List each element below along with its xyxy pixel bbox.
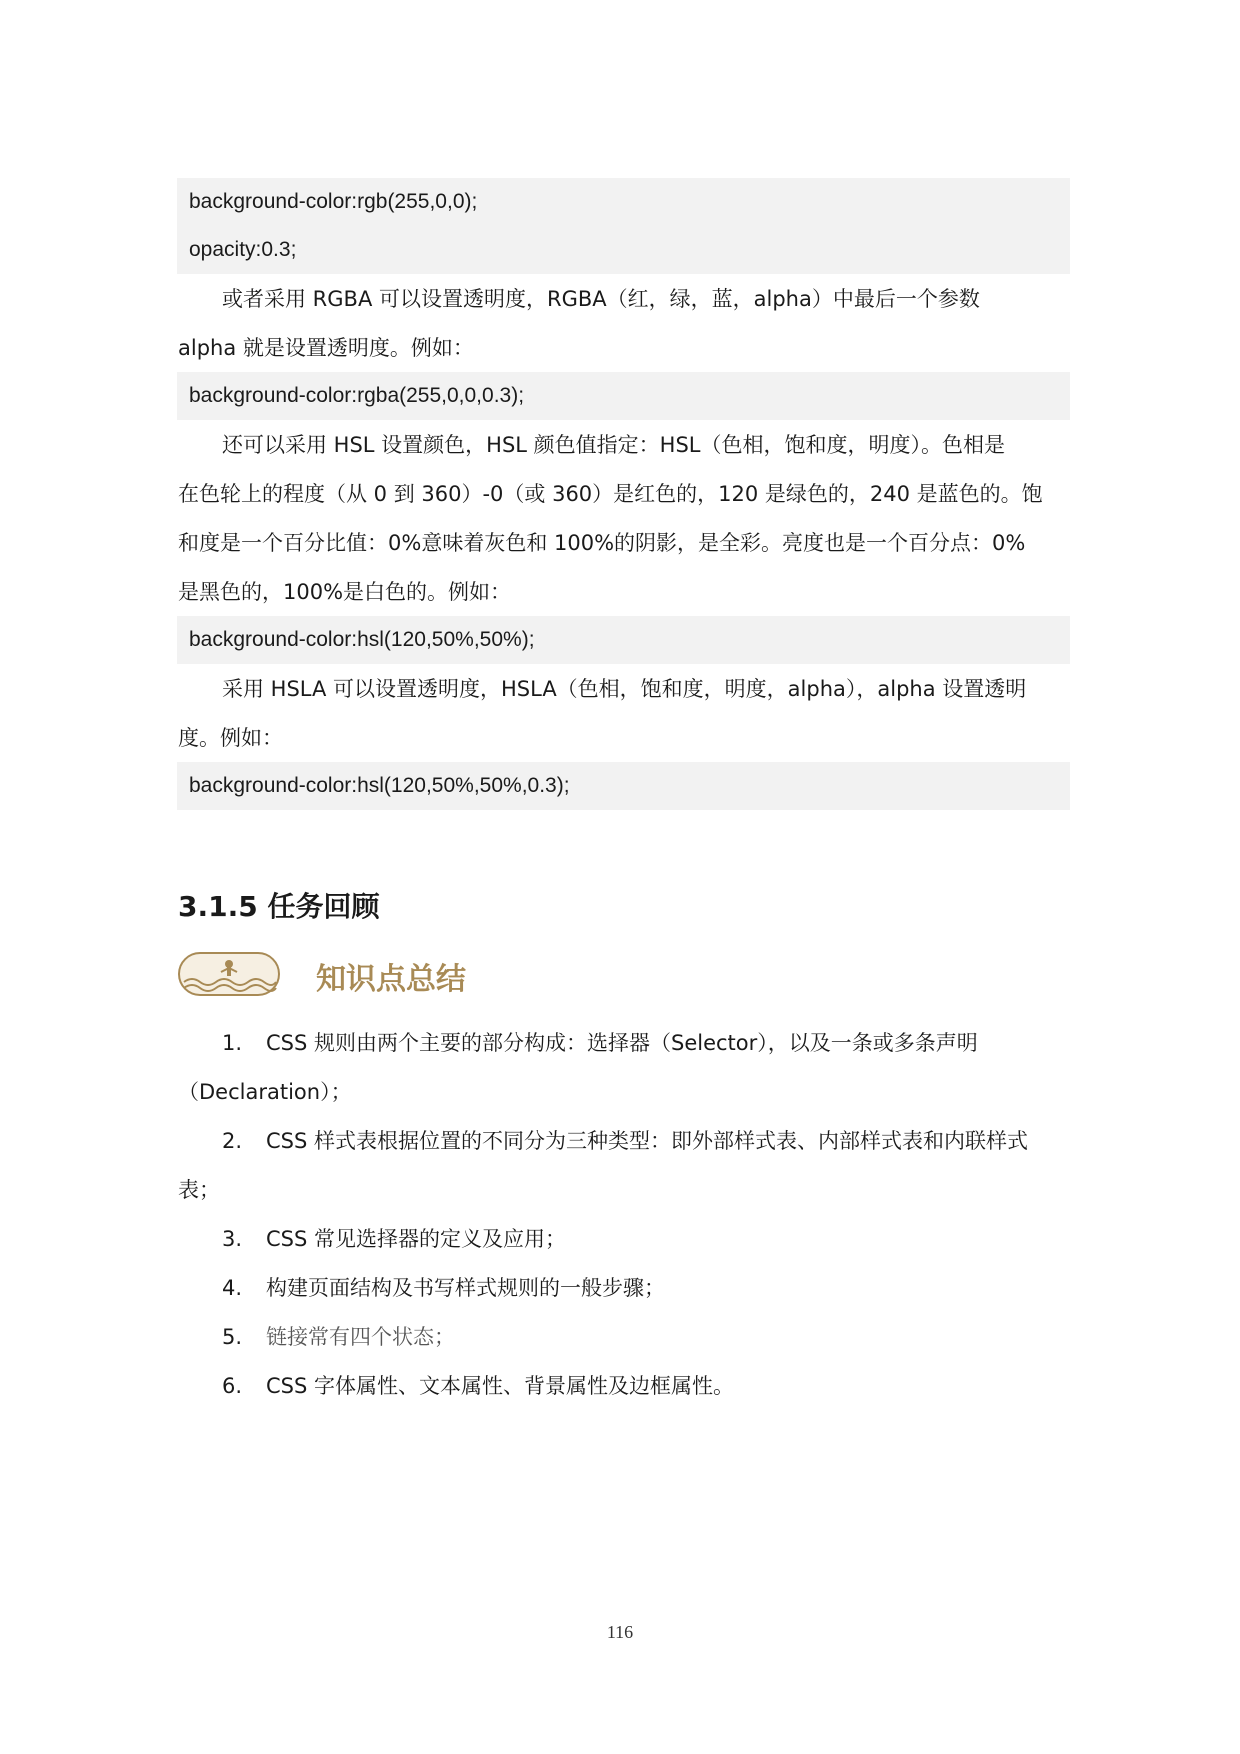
item-number: 2. [222,1129,243,1153]
paragraph-line: 采用 HSLA 可以设置透明度，HSLA（色相，饱和度，明度，alpha），alpha 设置透明 [222,677,1027,701]
code-block-1 [177,178,1070,274]
paragraph-line: 还可以采用 HSL 设置颜色，HSL 颜色值指定：HSL（色相，饱和度，明度）。色相是 [222,433,1005,457]
item-text: CSS 样式表根据位置的不同分为三种类型：即外部样式表、内部样式表和内联样式 [266,1129,1028,1153]
summary-item [222,1118,1028,1164]
item-number: 5. [222,1325,243,1349]
knowledge-summary-title: 知识点总结 [316,962,466,997]
item-text: 构建页面结构及书写样式规则的一般步骤； [266,1276,665,1300]
code-line: background-color:hsl(120,50%,50%,0.3); [189,774,570,797]
code-line: background-color:rgba(255,0,0,0.3); [189,384,525,407]
paragraph-line: alpha 就是设置透明度。例如： [178,336,474,360]
item-text: CSS 字体属性、文本属性、背景属性及边框属性。 [266,1374,734,1398]
summary-item [222,1363,734,1409]
knowledge-badge-icon [178,952,280,996]
item-number: 4. [222,1276,243,1300]
paragraph-line: 是黑色的，100%是白色的。例如： [178,580,512,604]
paragraph-line: 在色轮上的程度（从 0 到 360）-0（或 360）是红色的，120 是绿色的，240 是蓝色的。饱 [178,482,1043,506]
code-block-3 [177,616,1070,664]
item-number: 6. [222,1374,243,1398]
code-block-4 [177,762,1070,810]
code-line: background-color:rgb(255,0,0); [189,190,478,213]
item-text: CSS 规则由两个主要的部分构成：选择器（Selector），以及一条或多条声明 [266,1031,978,1055]
code-line: background-color:hsl(120,50%,50%); [189,628,535,651]
item-number: 3. [222,1227,243,1251]
item-number: 1. [222,1031,243,1055]
summary-item [222,1265,665,1311]
summary-item-continuation: （Declaration）； [178,1080,352,1104]
paragraph-line: 和度是一个百分比值：0%意味着灰色和 100%的阴影，是全彩。亮度也是一个百分点：0% [178,531,1026,555]
section-heading: 3.1.5 任务回顾 [178,890,380,923]
page-number: 116 [606,1622,634,1642]
summary-item-continuation: 表； [178,1178,220,1202]
item-text: CSS 常见选择器的定义及应用； [266,1227,566,1251]
summary-item [222,1216,566,1262]
code-block-2 [177,372,1070,420]
item-text: 链接常有四个状态； [266,1325,455,1349]
paragraph-line: 或者采用 RGBA 可以设置透明度，RGBA（红，绿，蓝，alpha）中最后一个参数 [222,287,980,311]
summary-item [222,1020,978,1066]
paragraph-line: 度。例如： [178,726,283,750]
summary-item [222,1314,455,1360]
code-line: opacity:0.3; [189,238,297,261]
